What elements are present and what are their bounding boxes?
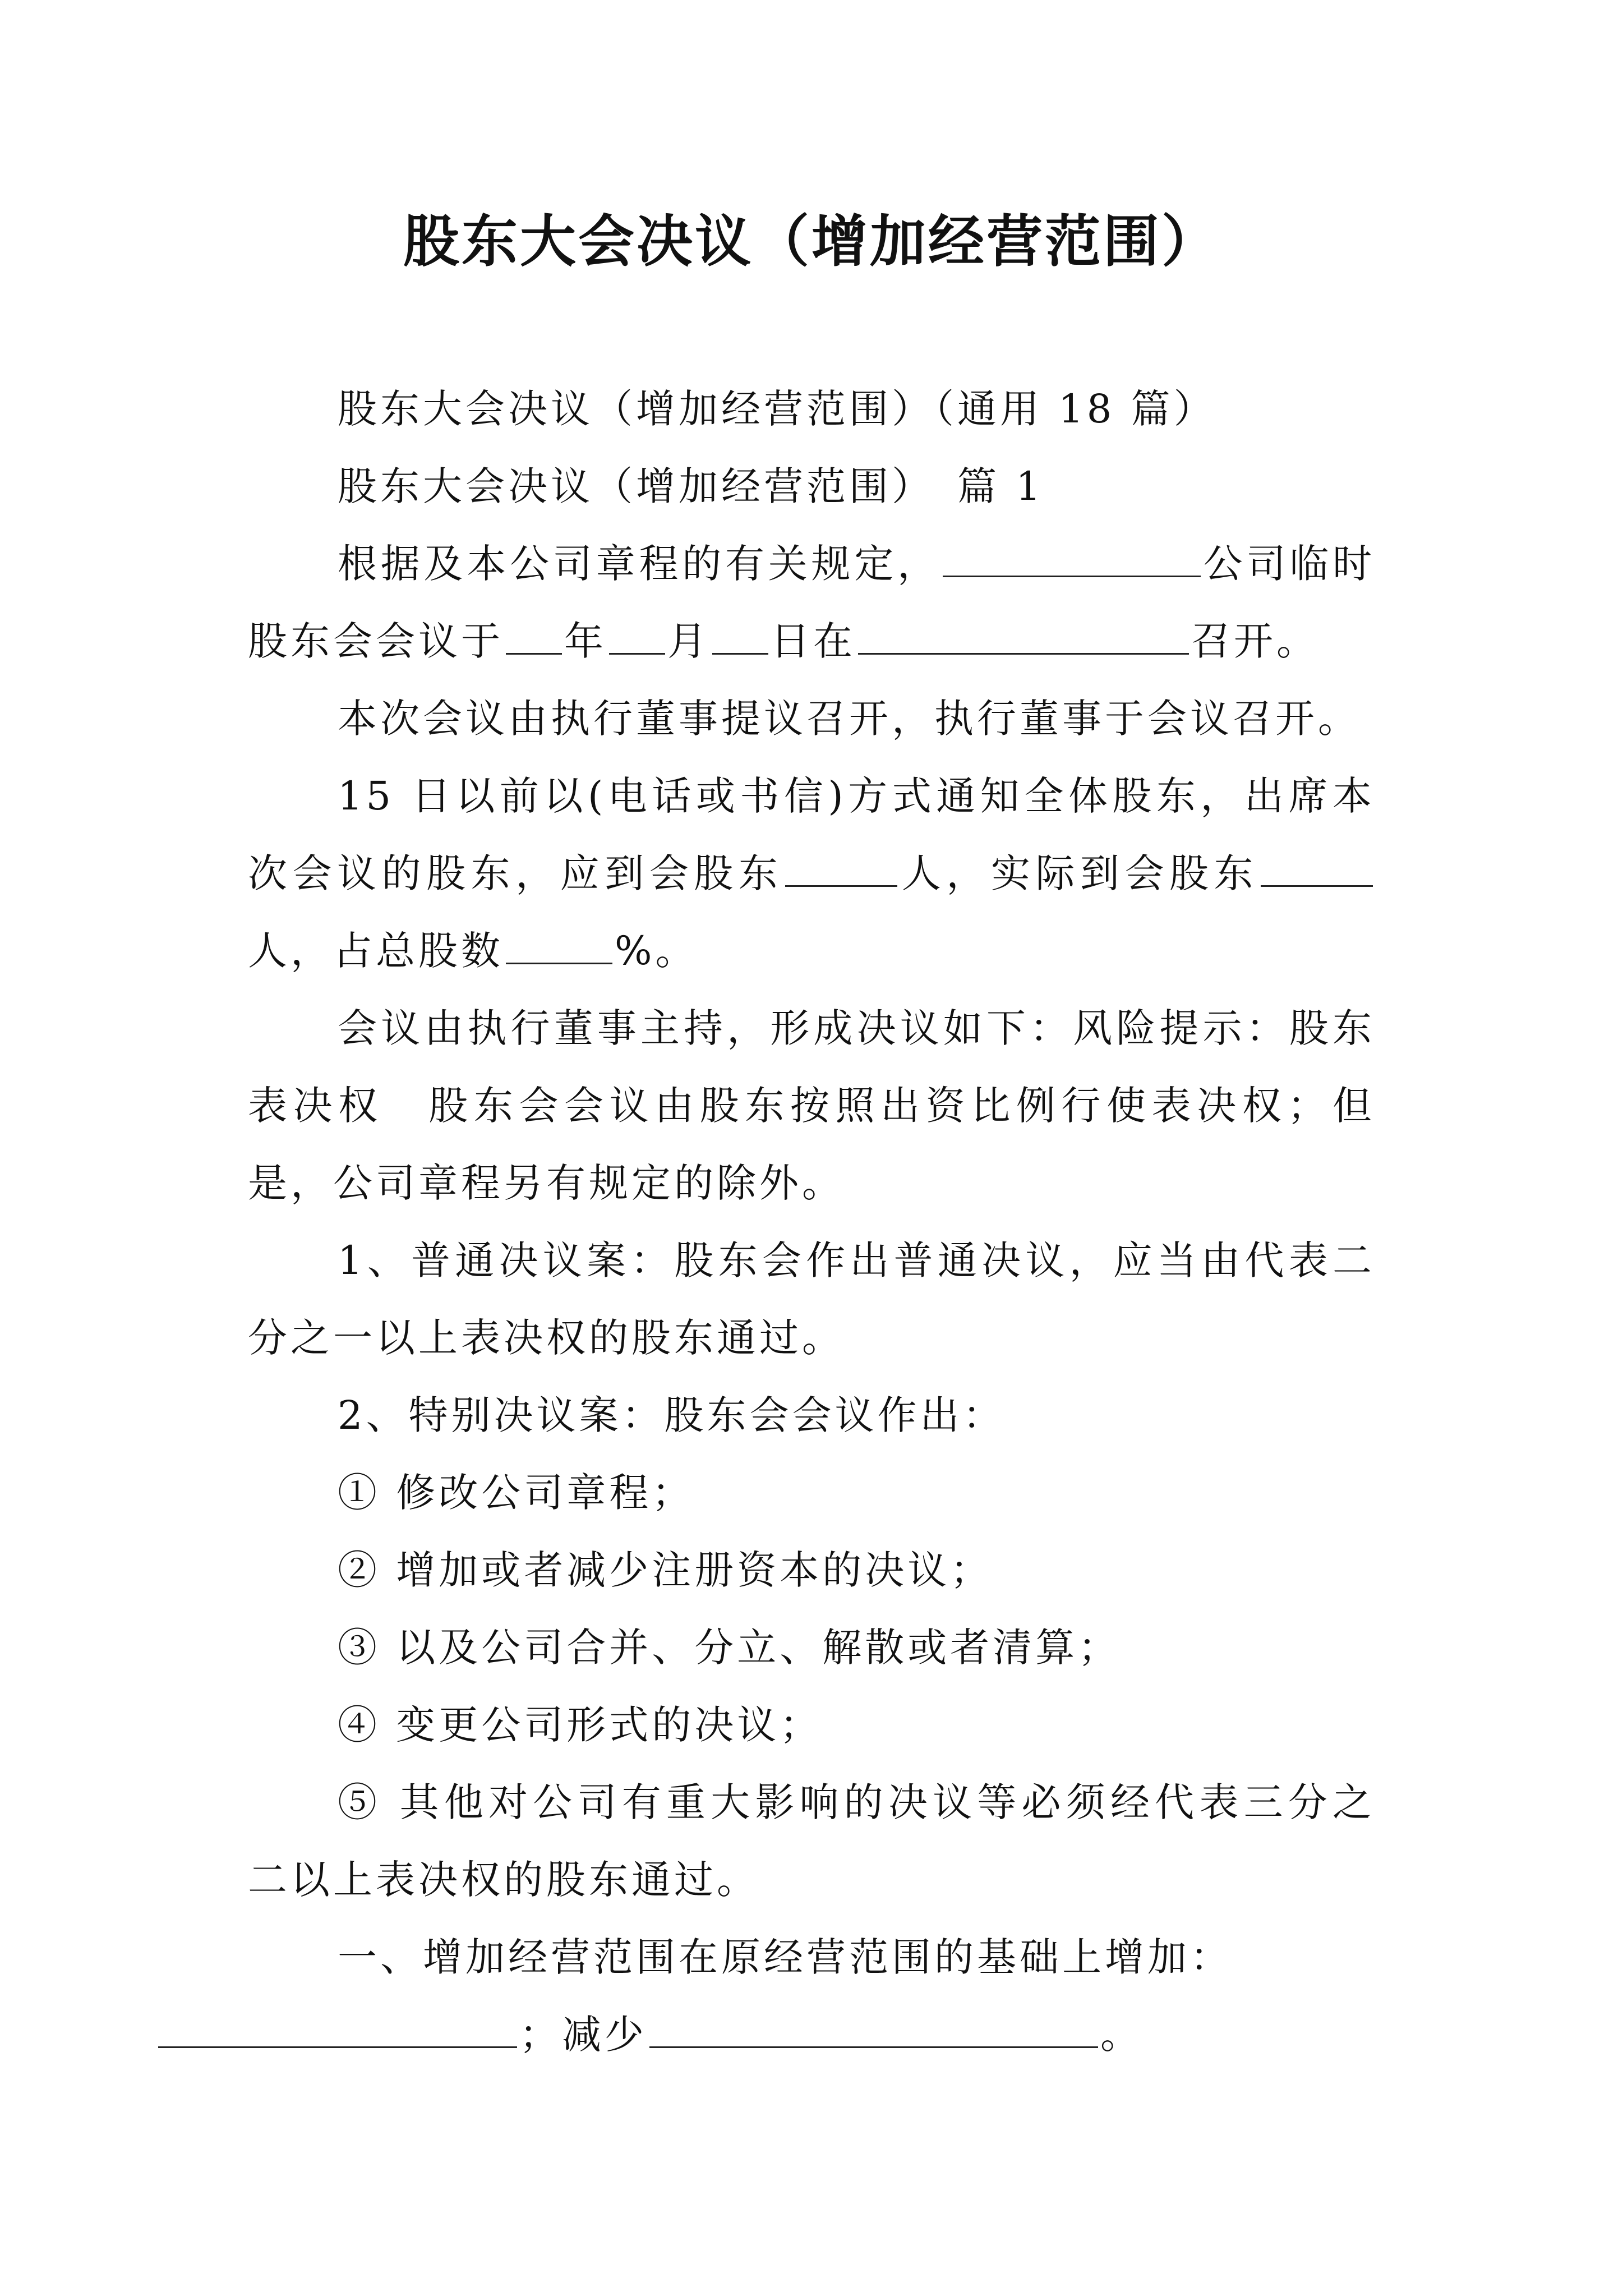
text-fragment: 人，占总股数 bbox=[248, 928, 504, 974]
text-fragment: 日在 bbox=[771, 618, 856, 664]
paragraph: 1、普通决议案：股东会作出普通决议，应当由代表二分之一以上表决权的股东通过。 bbox=[248, 1237, 1375, 1361]
list-item: ③ 以及公司合并、分立、解散或者清算； bbox=[338, 1625, 1121, 1671]
paragraph: 会议由执行董事主持，形成决议如下：风险提示：股东表决权 股东会会议由股东按照出资比例行使表决权；但是，公司章程另有规定的除外。 bbox=[248, 1005, 1375, 1206]
text-fragment: ；减少 bbox=[519, 2012, 647, 2058]
paragraph: 2、特别决议案：股东会会议作出： bbox=[338, 1392, 1006, 1438]
expected-shareholders-blank bbox=[785, 852, 897, 887]
subtitle-line: 股东大会决议（增加经营范围）（通用 18 篇） bbox=[338, 386, 1216, 432]
text-fragment: 公司临时股东会会议于 bbox=[248, 541, 1376, 664]
list-item: ⑤ 其他对公司有重大影响的决议等必须经代表三分之二以上表决权的股东通过。 bbox=[248, 1779, 1375, 1903]
text-fragment: 根据及本公司章程的有关规定， bbox=[338, 541, 940, 587]
text-fragment: 月 bbox=[667, 618, 710, 664]
location-blank bbox=[858, 619, 1189, 655]
attendance-paragraph bbox=[248, 757, 1375, 990]
meeting-info-paragraph bbox=[248, 525, 1375, 680]
text-fragment: 。 bbox=[1100, 2012, 1143, 2058]
text-fragment: 人，实际到会股东 bbox=[900, 850, 1259, 896]
month-blank bbox=[609, 619, 665, 655]
company-name-blank bbox=[943, 542, 1201, 577]
list-item: ④ 变更公司形式的决议； bbox=[338, 1702, 823, 1748]
text-fragment: 一、增加经营范围在原经营范围的基础上增加： bbox=[338, 1934, 1233, 1980]
reduce-scope-blank bbox=[649, 2013, 1098, 2048]
text-fragment: %。 bbox=[615, 928, 698, 974]
day-blank bbox=[712, 619, 768, 655]
year-blank bbox=[506, 619, 562, 655]
paragraph: 本次会议由执行董事提议召开，执行董事于会议召开。 bbox=[338, 696, 1361, 742]
document-body bbox=[248, 370, 1375, 2073]
list-item: ② 增加或者减少注册资本的决议； bbox=[338, 1547, 993, 1593]
text-fragment: 15 日以前以(电话或书信)方式通知全体股东，出席本次会议的股东，应到会股东 bbox=[248, 773, 1375, 896]
text-fragment: 年 bbox=[564, 618, 607, 664]
share-percent-blank bbox=[506, 929, 612, 964]
text-fragment: 召开。 bbox=[1191, 618, 1319, 664]
document-title: 股东大会决议（增加经营范围） bbox=[403, 208, 1220, 274]
scope-paragraph bbox=[248, 1918, 1375, 2073]
add-scope-blank bbox=[158, 2013, 517, 2048]
actual-shareholders-blank bbox=[1261, 852, 1373, 887]
list-item: ① 修改公司章程； bbox=[338, 1470, 695, 1516]
section-heading: 股东大会决议（增加经营范围） 篇 1 bbox=[338, 463, 1044, 509]
